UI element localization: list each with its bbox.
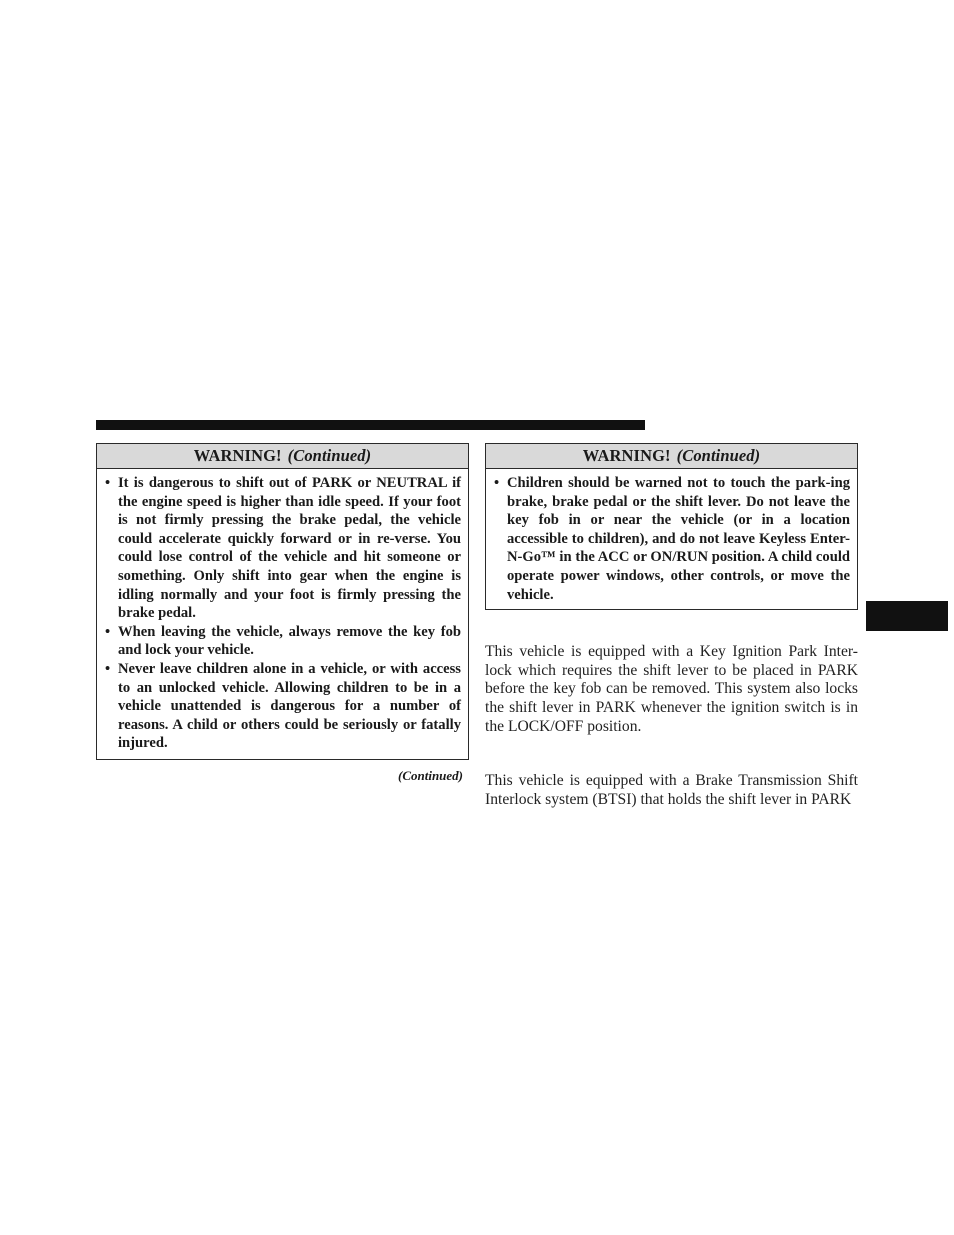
bullet-icon: • [105, 623, 111, 640]
bullet-icon: • [105, 475, 111, 491]
bullet-icon: • [105, 660, 111, 677]
section-top-rule [96, 420, 645, 430]
body-paragraph-key-ignition-interlock: This vehicle is equipped with a Key Ignition Park Inter-lock which requires the shift lever to be placed in PARK before the key fob can be removed. This system also locks the shift lever in PARK whenever the ignition switch is in the LOCK/OFF position. [485, 643, 858, 735]
warning-list [97, 469, 468, 753]
chapter-tab-marker [866, 601, 948, 631]
warning-item [105, 474, 461, 623]
warning-item-text: It is dangerous to shift out of PARK or NEUTRAL if the engine speed is higher than idle speed. If your foot is not firmly pressing the brake pedal, the vehicle could accelerate quickly forward or in re-verse. You could lose control of the vehicle and hit someone or something. Only shift into gear when the engine is idling normally and your foot is firmly pressing the brake pedal. [118, 475, 461, 622]
warning-item [494, 474, 850, 604]
warning-item-text: When leaving the vehicle, always remove the key fob and lock your vehicle. [118, 623, 461, 659]
warning-title: WARNING! [193, 446, 282, 465]
warning-title: WARNING! [582, 446, 671, 465]
warning-box-left [96, 443, 469, 760]
warning-item [105, 623, 461, 660]
warning-continued-label: (Continued) [287, 446, 372, 465]
warning-continued-label: (Continued) [676, 446, 761, 465]
body-paragraph-btsi: This vehicle is equipped with a Brake Transmission Shift Interlock system (BTSI) that holds the shift lever in PARK [485, 772, 858, 808]
bullet-icon: • [494, 475, 500, 491]
warning-item-text: Children should be warned not to touch the park-ing brake, brake pedal or the shift lever. Do not leave the key fob in or near the vehicle (or in a location accessible to children), and do not leave Keyless Enter-N-Go™ in the ACC or ON/RUN position. A child could operate power windows, other controls, or move the vehicle. [507, 475, 850, 603]
warning-header [486, 444, 857, 469]
warning-box-right [485, 443, 858, 610]
warning-item [105, 660, 461, 753]
warning-list [486, 469, 857, 604]
warning-item-text: Never leave children alone in a vehicle, or with access to an unlocked vehicle. Allowing children to be in a vehicle unattended is dangerous for a number of reasons. A child or others could be seriously or fatally injured. [118, 660, 461, 752]
continued-note: (Continued) [397, 768, 463, 783]
warning-header [97, 444, 468, 469]
